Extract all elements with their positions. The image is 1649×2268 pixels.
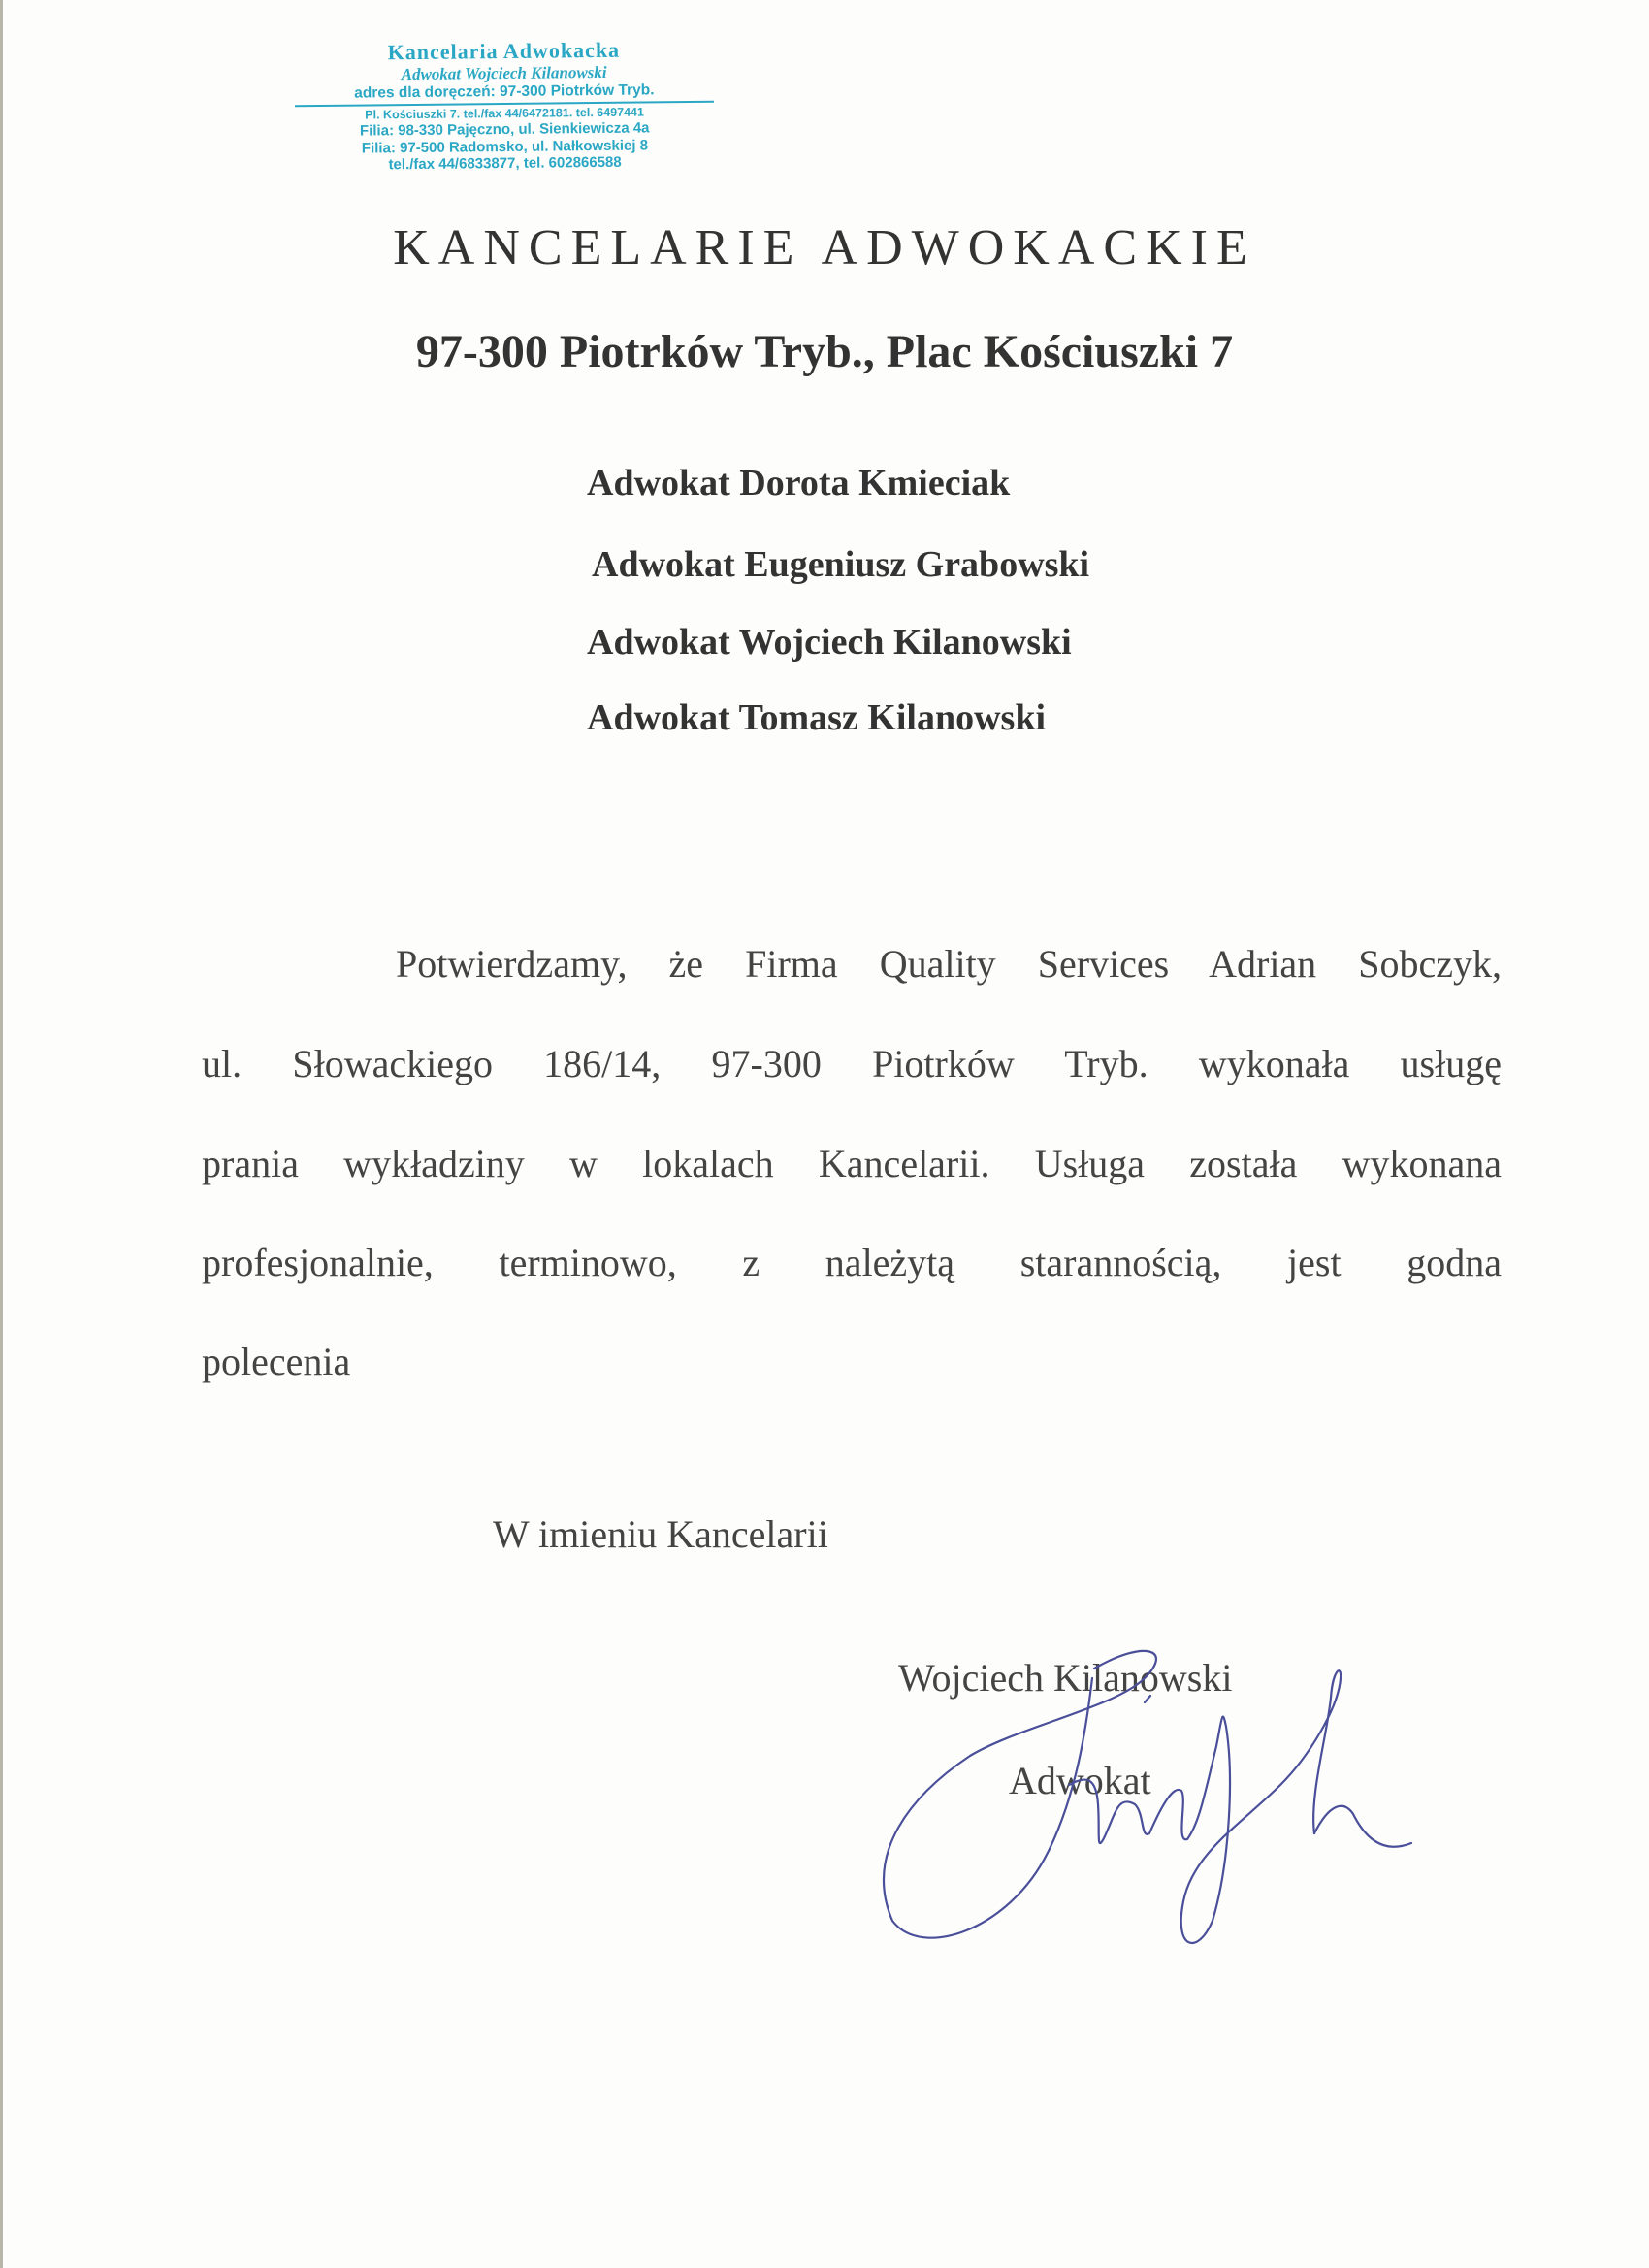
body-line: polecenia: [202, 1340, 351, 1383]
lawyer-name: Adwokat Wojciech Kilanowski: [587, 622, 1072, 663]
signer-name: Wojciech Kilanowski: [898, 1656, 1233, 1700]
firm-address: 97-300 Piotrków Tryb., Plac Kościuszki 7: [415, 326, 1234, 377]
law-office-stamp: [294, 37, 714, 176]
body-line: prania wykładziny w lokalach Kancelarii. Usługa została wykonana: [202, 1142, 1502, 1185]
stamp-line-7: tel./fax 44/6833877, tel. 602866588: [388, 154, 622, 174]
firm-title: KANCELARIE ADWOKACKIE: [393, 220, 1256, 275]
lawyer-name: Adwokat Dorota Kmieciak: [587, 463, 1011, 503]
stamp-line-2: Adwokat Wojciech Kilanowski: [401, 62, 607, 84]
closing-phrase: W imieniu Kancelarii: [493, 1512, 828, 1556]
lawyer-name: Adwokat Eugeniusz Grabowski: [592, 544, 1090, 585]
body-line: profesjonalnie, terminowo, z należytą starannością, jest godna: [202, 1241, 1502, 1284]
stamp-line-1: Kancelaria Adwokacka: [387, 37, 621, 65]
handwritten-signature: [854, 1610, 1474, 1960]
stamp-line-5: Filia: 98-330 Pajęczno, ul. Sienkiewicza 4a: [359, 119, 650, 140]
body-line: ul. Słowackiego 186/14, 97-300 Piotrków Tryb. wykonała usługę: [202, 1042, 1502, 1085]
stamp-line-6: Filia: 97-500 Radomsko, ul. Nałkowskiej 8: [361, 137, 649, 157]
lawyer-name: Adwokat Tomasz Kilanowski: [587, 697, 1047, 738]
signer-role: Adwokat: [1009, 1759, 1151, 1802]
stamp-line-4: Pl. Kościuszki 7. tel./fax 44/6472181. tel. 6497441: [365, 105, 644, 122]
stamp-line-3: adres dla doręczeń: 97-300 Piotrków Tryb.: [295, 81, 714, 108]
body-line: Potwierdzamy, że Firma Quality Services Adrian Sobczyk,: [396, 942, 1502, 986]
